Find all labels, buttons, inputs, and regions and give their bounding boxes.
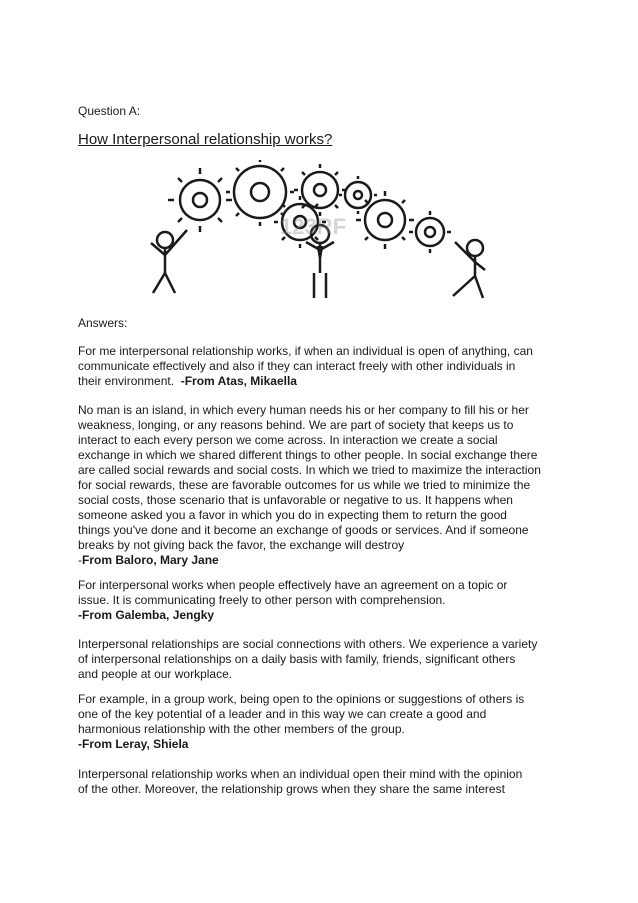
paragraph-line: their environment.: [78, 374, 175, 388]
paragraph-line: For interpersonal works when people effectively have an agreement on a topic or: [78, 578, 508, 592]
gear-icon: [168, 168, 232, 232]
paragraph-line: exchange in which we shared different things to other people. In social exchange there: [78, 448, 538, 462]
answer-paragraph-5: [78, 692, 560, 752]
paragraph-line: of interpersonal relationships on a daily basis with family, friends, significant others: [78, 652, 516, 666]
person-figure-icon: [151, 230, 187, 293]
answer-paragraph-2: [78, 403, 560, 568]
gear-icon: [294, 164, 346, 216]
paragraph-line: are called social rewards and social costs. In which we tried to maximize the interaction: [78, 463, 541, 477]
author-credit: -From Atas, Mikaella: [180, 374, 297, 388]
author-credit: -From Leray, Shiela: [78, 737, 189, 751]
paragraph-line: for social rewards, these are favorable outcomes for us while we tried to minimize the: [78, 478, 531, 492]
gear-icon: [339, 176, 377, 214]
author-credit: From Baloro, Mary Jane: [82, 553, 219, 567]
answer-paragraph-4: [78, 637, 560, 682]
paragraph-line: someone asked you a favor in which you do in expecting them to return the good: [78, 508, 507, 522]
answer-paragraph-6: [78, 767, 560, 797]
question-title: How Interpersonal relationship works?: [78, 131, 333, 148]
gears-teamwork-illustration: [130, 160, 510, 300]
paragraph-line: things you've done and it become an exchange of goods or services. And if someone: [78, 523, 529, 537]
answer-paragraph-1: [78, 344, 560, 389]
paragraph-line: interact to each every person we come across. In interaction we create a social: [78, 433, 498, 447]
paragraph-line: of the other. Moreover, the relationship grows when they share the same interest: [78, 782, 505, 796]
watermark-text: 123RF: [280, 214, 347, 239]
answer-paragraph-3: [78, 578, 560, 623]
author-credit: -From Galemba, Jengky: [78, 608, 215, 622]
paragraph-line: For me interpersonal relationship works, if when an individual is open of anything, can: [78, 344, 533, 358]
paragraph-line: social costs, those scenario that is unfavorable or negative to us. It happens when: [78, 493, 513, 507]
paragraph-line: For example, in a group work, being open to the opinions or suggestions of others is: [78, 692, 525, 706]
paragraph-line: Interpersonal relationship works when an individual open their mind with the opinion: [78, 767, 523, 781]
answers-label: Answers:: [78, 316, 128, 330]
author-prefix: -: [78, 553, 82, 567]
paragraph-line: communicate effectively and also if they can interact freely with other individuals in: [78, 359, 516, 373]
question-label: Question A:: [78, 104, 141, 118]
paragraph-line: weakness, longing, or any reasons behind. We are part of society that keeps us to: [78, 418, 514, 432]
paragraph-line: and people at our workplace.: [78, 667, 233, 681]
paragraph-line: harmonious relationship with the other members of the group.: [78, 722, 405, 736]
paragraph-line: issue. It is communicating freely to other person with comprehension.: [78, 593, 446, 607]
person-figure-icon: [453, 240, 485, 298]
paragraph-line: Interpersonal relationships are social connections with others. We experience a variety: [78, 637, 538, 651]
paragraph-line: breaks by not giving back the favor, the exchange will destroy: [78, 538, 405, 552]
gear-icon: [356, 191, 414, 249]
paragraph-line: one of the key potential of a leader and in this way we can create a good and: [78, 707, 487, 721]
paragraph-line: No man is an island, in which every human needs his or her company to fill his or her: [78, 403, 529, 417]
gear-icon: [409, 211, 451, 253]
